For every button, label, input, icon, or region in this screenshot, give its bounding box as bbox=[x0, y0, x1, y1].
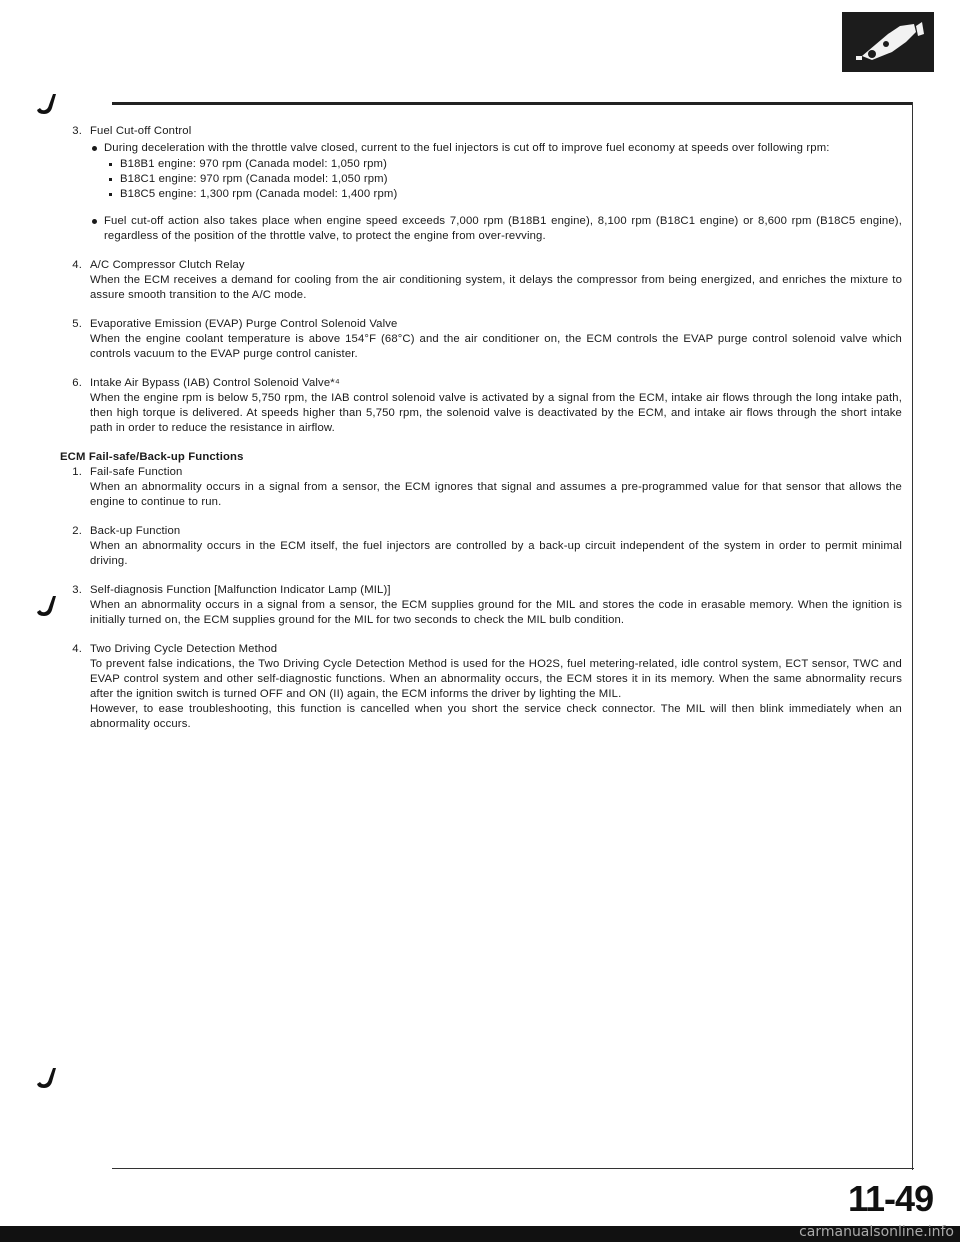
page-content bbox=[60, 124, 902, 746]
item-description: When an abnormality occurs in a signal from a sensor, the ECM supplies ground for the MIL and stores the code in erasable memory. When the ignition is initially turned on, the ECM supplies ground for the MIL for two seconds to check the MIL bulb condition. bbox=[90, 599, 902, 626]
item-title: Evaporative Emission (EVAP) Purge Control Solenoid Valve bbox=[90, 318, 398, 330]
bullet-dot-icon bbox=[92, 219, 97, 224]
watermark: carmanualsonline.info bbox=[799, 1224, 954, 1240]
item-title: Back-up Function bbox=[90, 525, 181, 537]
item-number: 6. bbox=[72, 377, 82, 389]
header-rule bbox=[112, 102, 912, 105]
list-item-fail-safe bbox=[60, 465, 902, 510]
item-title: Fail-safe Function bbox=[90, 466, 183, 478]
bullet-text: During deceleration with the throttle valve closed, current to the fuel injectors is cut off to improve fuel economy at speeds over following rpm: bbox=[104, 142, 830, 154]
item-description: When the engine rpm is below 5,750 rpm, the IAB control solenoid valve is activated by a signal from the ECM, intake air flows through the long intake path, then high torque is delivered. At speeds higher than 5,750 rpm, the solenoid valve is deactivated by the ECM, and intake air flows through the short intake path in order to reduce the resistance in airflow. bbox=[90, 392, 902, 434]
binding-tick-icon bbox=[34, 1066, 60, 1092]
binding-tick-icon bbox=[34, 594, 60, 620]
section-heading: ECM Fail-safe/Back-up Functions bbox=[60, 451, 244, 463]
rpm-list bbox=[108, 157, 902, 202]
item-number: 3. bbox=[72, 125, 82, 137]
list-item-self-diagnosis bbox=[60, 583, 902, 628]
item-description: When the ECM receives a demand for cooling from the air conditioning system, it delays the compressor from being energized, and enriches the mixture to assure smooth transition to the A/C mode. bbox=[90, 274, 902, 301]
bullet-over-revving bbox=[90, 214, 902, 244]
list-item-iab-valve bbox=[60, 376, 902, 436]
rpm-list-item: B18C1 engine: 970 rpm (Canada model: 1,050 rpm) bbox=[108, 172, 902, 187]
item-description: When an abnormality occurs in a signal from a sensor, the ECM ignores that signal and assumes a pre-programmed value for that sensor that allows the engine to continue to run. bbox=[90, 481, 902, 508]
list-item-fuel-cutoff bbox=[60, 124, 902, 244]
item-number: 4. bbox=[72, 259, 82, 271]
item-number: 1. bbox=[72, 466, 82, 478]
item-number: 4. bbox=[72, 643, 82, 655]
item-description-continued: However, to ease troubleshooting, this function is cancelled when you short the service check connector. The MIL will then blink immediately when an abnormality occurs. bbox=[90, 703, 902, 730]
right-frame-line bbox=[912, 102, 913, 1170]
bullet-text: Fuel cut-off action also takes place when engine speed exceeds 7,000 rpm (B18B1 engine), 8,100 rpm (B18C1 engine) or 8,600 rpm (B18C5 engine), regardless of the position of the throttle valve, to protect the engine from over-revving. bbox=[104, 215, 902, 242]
item-number: 2. bbox=[72, 525, 82, 537]
list-item-two-driving-cycle bbox=[60, 642, 902, 732]
page-number: 11-49 bbox=[848, 1178, 934, 1219]
item-title: Intake Air Bypass (IAB) Control Solenoid Valve*⁴ bbox=[90, 377, 340, 389]
item-description: When the engine coolant temperature is above 154°F (68°C) and the air conditioner on, the ECM controls the EVAP purge control solenoid valve which controls vacuum to the EVAP purge control canister. bbox=[90, 333, 902, 360]
bullet-dot-icon bbox=[92, 146, 97, 151]
bullet-deceleration bbox=[90, 141, 902, 202]
item-number: 3. bbox=[72, 584, 82, 596]
item-title: Fuel Cut-off Control bbox=[90, 125, 192, 137]
rpm-list-item: B18B1 engine: 970 rpm (Canada model: 1,050 rpm) bbox=[108, 157, 902, 172]
rpm-list-item: B18C5 engine: 1,300 rpm (Canada model: 1,400 rpm) bbox=[108, 187, 902, 202]
item-number: 5. bbox=[72, 318, 82, 330]
section-badge-icon bbox=[842, 12, 934, 72]
item-title: Self-diagnosis Function [Malfunction Indicator Lamp (MIL)] bbox=[90, 584, 391, 596]
item-title: Two Driving Cycle Detection Method bbox=[90, 643, 278, 655]
bottom-rule bbox=[112, 1168, 914, 1169]
list-item-evap-purge bbox=[60, 317, 902, 362]
list-item-ac-relay bbox=[60, 258, 902, 303]
item-description: To prevent false indications, the Two Driving Cycle Detection Method is used for the HO2S, fuel metering-related, idle control system, ECT sensor, TWC and EVAP control system and other self-diagnostic functions. When an abnormality occurs, the ECM stores it in its memory. When the same abnormality recurs after the ignition switch is turned OFF and ON (II) again, the ECM informs the driver by lighting the MIL. bbox=[90, 658, 902, 700]
item-description: When an abnormality occurs in the ECM itself, the fuel injectors are controlled by a back-up circuit independent of the system in order to permit minimal driving. bbox=[90, 540, 902, 567]
list-item-back-up bbox=[60, 524, 902, 569]
item-title: A/C Compressor Clutch Relay bbox=[90, 259, 245, 271]
binding-tick-icon bbox=[34, 92, 60, 118]
